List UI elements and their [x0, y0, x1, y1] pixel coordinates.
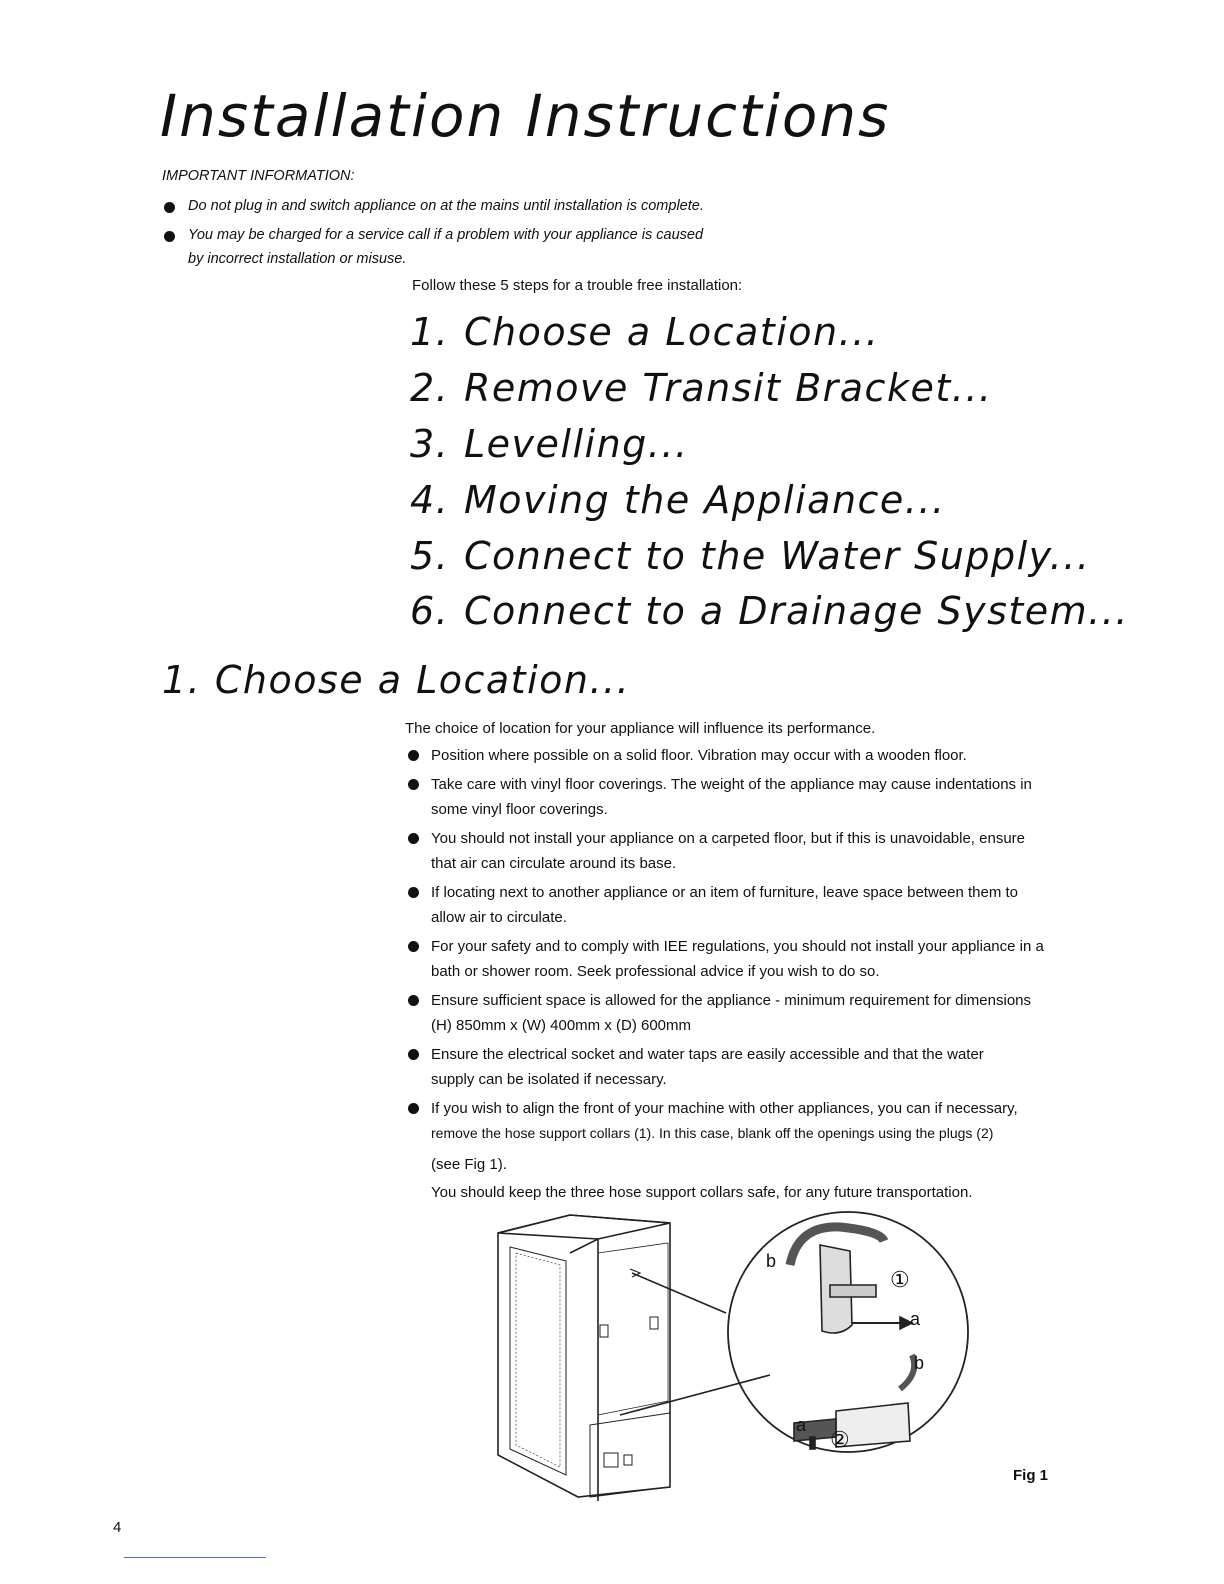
step-6: [410, 589, 1129, 633]
bullet-icon: [408, 833, 419, 844]
appliance-outline: [498, 1215, 670, 1497]
collar-left: [600, 1325, 608, 1337]
bullet-line: remove the hose support collars (1). In this case, blank off the openings using the plugs (2): [431, 1125, 994, 1141]
appliance-side-inner: [516, 1253, 560, 1467]
bullet-line: Ensure sufficient space is allowed for the appliance - minimum requirement for dimensions: [431, 992, 1032, 1009]
bullet-icon: [408, 779, 419, 790]
bullet-line: that air can circulate around its base.: [431, 855, 677, 872]
appliance-front-edge: [570, 1239, 598, 1501]
location-bullet-6: [431, 988, 1121, 1038]
fig1-illustration: [480, 1205, 980, 1505]
step-label: Connect to the Water Supply...: [464, 534, 1091, 578]
important-item-1: Do not plug in and switch appliance on at the mains until installation is complete.: [188, 198, 704, 214]
bullet-line: Ensure the electrical socket and water taps are easily accessible and that the water: [431, 1046, 984, 1063]
callout-a-top: a: [910, 1309, 921, 1329]
location-bullet-3: [431, 826, 1121, 876]
step-5: [410, 534, 1090, 578]
section-heading: 1. Choose a Location...: [162, 658, 631, 702]
important-item-2-cont: by incorrect installation or misuse.: [188, 251, 407, 267]
step-number: 2.: [410, 366, 450, 410]
location-bullet-8: [431, 1096, 1121, 1177]
collar-slot: [830, 1285, 876, 1297]
collar-right: [650, 1317, 658, 1329]
bullet-icon: [408, 750, 419, 761]
plug-marker: [810, 1437, 815, 1449]
step-label: Connect to a Drainage System...: [464, 589, 1129, 633]
bullet-icon: [408, 887, 419, 898]
location-bullet-2: [431, 772, 1121, 822]
bullet-icon: [408, 995, 419, 1006]
bullet-line: Position where possible on a solid floor. Vibration may occur with a wooden floor.: [431, 747, 967, 764]
bullet-line: supply can be isolated if necessary.: [431, 1071, 667, 1088]
bullet-line: allow air to circulate.: [431, 909, 567, 926]
bullet-icon: [164, 231, 175, 242]
rotate-arrow-bottom: [900, 1355, 914, 1389]
appliance-side-panel: [510, 1247, 566, 1475]
important-item-2: You may be charged for a service call if a problem with your appliance is caused: [188, 227, 704, 243]
figure-label: Fig 1: [1013, 1467, 1049, 1484]
bottom-rule: [124, 1557, 266, 1558]
bullet-line: Take care with vinyl floor coverings. The weight of the appliance may cause indentations in: [431, 776, 1032, 793]
location-bullet-7: [431, 1042, 1121, 1092]
step-label: Levelling...: [464, 422, 689, 466]
follow-steps-text: Follow these 5 steps for a trouble free installation:: [412, 277, 743, 294]
bullet-icon: [408, 1049, 419, 1060]
callout-1: ①: [890, 1267, 910, 1292]
page-number: 4: [113, 1519, 122, 1536]
appliance-top: [498, 1215, 670, 1239]
location-bullet-5: [431, 934, 1121, 984]
location-bullet-4: [431, 880, 1121, 930]
bullet-icon: [164, 202, 175, 213]
bullet-line: You should not install your appliance on a carpeted floor, but if this is unavoidable, ensure: [431, 830, 1026, 847]
bullet-line: some vinyl floor coverings.: [431, 801, 608, 818]
keep-collars-text: You should keep the three hose support collars safe, for any future transportation.: [431, 1184, 973, 1201]
callout-b-top: b: [766, 1251, 777, 1271]
location-bullet-1: [431, 743, 1121, 768]
step-number: 3.: [410, 422, 450, 466]
bullet-icon: [408, 941, 419, 952]
section-intro: The choice of location for your appliance will influence its performance.: [405, 720, 876, 737]
step-1: [410, 310, 879, 354]
callout-2: ②: [830, 1427, 850, 1452]
callout-b-bottom: b: [914, 1353, 925, 1373]
step-number: 1.: [410, 310, 450, 354]
page-title: Installation Instructions: [160, 82, 891, 150]
step-label: Choose a Location...: [464, 310, 880, 354]
step-2: [410, 366, 992, 410]
bullet-line: (H) 850mm x (W) 400mm x (D) 600mm: [431, 1017, 692, 1034]
step-number: 5.: [410, 534, 450, 578]
bullet-icon: [408, 1103, 419, 1114]
tap-block: [624, 1455, 632, 1465]
step-label: Remove Transit Bracket...: [464, 366, 993, 410]
bullet-line: bath or shower room. Seek professional advice if you wish to do so.: [431, 963, 880, 980]
step-label: Moving the Appliance...: [464, 478, 946, 522]
step-number: 6.: [410, 589, 450, 633]
leader-line-top: [632, 1273, 726, 1313]
step-number: 4.: [410, 478, 450, 522]
important-label: IMPORTANT INFORMATION:: [162, 168, 355, 184]
socket-block: [604, 1453, 618, 1467]
bullet-line: If locating next to another appliance or an item of furniture, leave space between them to: [431, 884, 1019, 901]
bullet-line: If you wish to align the front of your machine with other appliances, you can if necessary,: [431, 1100, 1018, 1117]
callout-a-bottom: a: [796, 1415, 807, 1435]
leader-line-bottom: [620, 1375, 770, 1415]
bullet-line: (see Fig 1).: [431, 1156, 507, 1173]
step-3: [410, 422, 689, 466]
bullet-line: For your safety and to comply with IEE regulations, you should not install your appliance in a: [431, 938, 1044, 955]
step-4: [410, 478, 946, 522]
